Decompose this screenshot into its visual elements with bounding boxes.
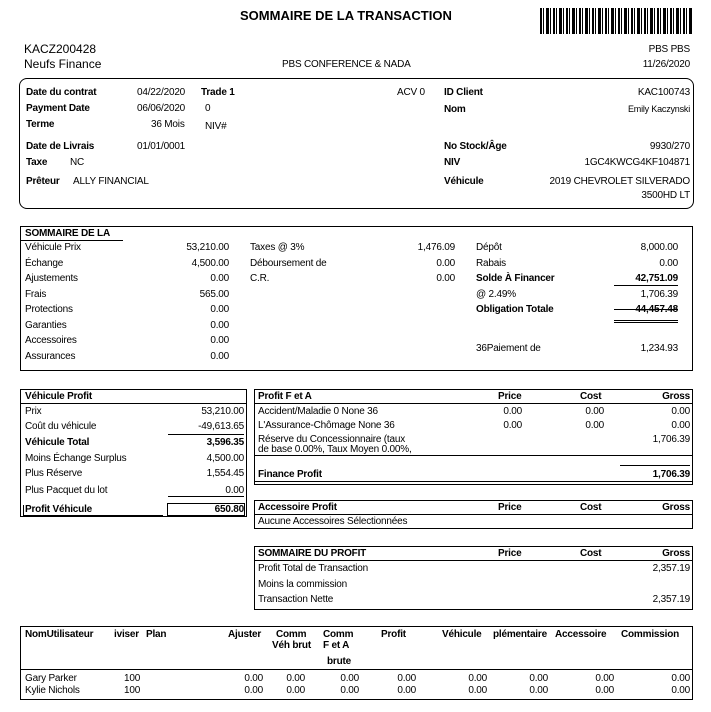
summary-value: 0.00 [436, 273, 455, 284]
term-value: 36 Mois [151, 119, 185, 130]
vin-label: NIV [444, 157, 461, 168]
delivery-date-label: Date de Livrais [26, 141, 95, 152]
fi-col-price: Price [498, 391, 522, 402]
summary-label: Échange [25, 257, 64, 269]
lender-label: Prêteur [26, 176, 60, 187]
customer-name: Emily Kaczynski [627, 104, 690, 114]
acc-col-gross: Gross [662, 502, 690, 513]
summary-label: @ 2.49% [476, 288, 516, 300]
vehicle-profit-value: 0.00 [225, 485, 244, 496]
user-comm-fi: 0.00 [340, 673, 359, 684]
ps-col-price: Price [498, 548, 522, 559]
fi-row-label: Accident/Maladie 0 None 36 [258, 406, 378, 417]
client-id-label: ID Client [444, 87, 483, 98]
summary-value: 42,751.09 [635, 273, 678, 284]
user-adjust: 0.00 [244, 673, 263, 684]
no-accessories-text: Aucune Accessoires Sélectionnées [258, 516, 408, 527]
user-accessory: 0.00 [595, 673, 614, 684]
vehicle-profit-label: Prix [25, 406, 42, 417]
summary-label: Frais [25, 288, 47, 300]
user-vehicle: 0.00 [468, 685, 487, 696]
vehicle-profit-value: 1,554.45 [206, 468, 244, 479]
vehicle-profit-label: Plus Réserve [25, 468, 83, 479]
vehicle-profit-label: Profit Véhicule [25, 504, 93, 515]
contract-date: 04/22/2020 [137, 87, 186, 98]
summary-label: Obligation Totale [476, 304, 554, 315]
profit-summary-label: Transaction Nette [258, 594, 334, 605]
page-title: SOMMAIRE DE LA TRANSACTION [240, 8, 452, 23]
summary-value: 565.00 [199, 288, 229, 300]
vehicle-desc-line2: 3500HD LT [641, 190, 690, 201]
trade-vin-label: NIV# [205, 121, 227, 132]
payment-amount: 1,234.93 [640, 343, 678, 354]
accessory-profit-heading: Accessoire Profit [258, 502, 337, 513]
fi-row-price: 0.00 [503, 420, 522, 431]
profit-summary-value: 2,357.19 [652, 563, 690, 574]
summary-value: 53,210.00 [186, 242, 229, 253]
vehicle-profit-value: 53,210.00 [201, 406, 244, 417]
col-comm-veh-2: Véh brut [272, 640, 311, 651]
vin: 1GC4KWCG4KF104871 [584, 157, 690, 168]
summary-label: Dépôt [476, 242, 502, 253]
ps-col-cost: Cost [580, 548, 602, 559]
payment-label: 36Paiement de [476, 343, 541, 354]
summary-heading: SOMMAIRE DE LA [25, 228, 110, 239]
user-plan: 100 [124, 685, 141, 696]
col-commission: Commission [621, 629, 680, 640]
user-commission: 0.00 [671, 673, 690, 684]
summary-label: Garanties [25, 319, 67, 331]
user-comm-fi: 0.00 [340, 685, 359, 696]
summary-value: 0.00 [210, 335, 229, 346]
user-supp: 0.00 [529, 685, 548, 696]
user-name: Gary Parker [25, 673, 77, 684]
fi-col-cost: Cost [580, 391, 602, 402]
store-code: PBS PBS [648, 44, 690, 55]
vehicle-profit-heading: Véhicule Profit [25, 391, 93, 402]
event-name: PBS CONFERENCE & NADA [282, 59, 411, 70]
col-user: NomUtilisateur [25, 629, 94, 640]
summary-label: Protections [25, 304, 73, 315]
col-comm-fi-3: brute [327, 656, 352, 667]
contract-date-label: Date du contrat [26, 87, 97, 98]
payment-date: 06/06/2020 [137, 103, 186, 114]
summary-value: 8,000.00 [640, 242, 678, 253]
profit-summary-value: 2,357.19 [652, 594, 690, 605]
user-accessory: 0.00 [595, 685, 614, 696]
fi-row-price: 0.00 [503, 406, 522, 417]
vehicle-label: Véhicule [444, 176, 484, 187]
vehicle-profit-value: 650.80 [214, 504, 244, 515]
fi-profit-heading: Profit F et A [258, 391, 312, 402]
summary-label: Ajustements [25, 273, 78, 284]
vehicle-profit-label: Véhicule Total [25, 437, 90, 448]
summary-value: 0.00 [659, 257, 678, 269]
col-accessory: Accessoire [555, 629, 607, 640]
report-date: 11/26/2020 [642, 59, 690, 70]
ps-col-gross: Gross [662, 548, 690, 559]
summary-value: 0.00 [436, 257, 455, 269]
col-plan: Plan [146, 629, 167, 640]
user-comm-veh: 0.00 [286, 673, 305, 684]
summary-value: 44,457.48 [635, 304, 678, 315]
summary-label: Rabais [476, 257, 506, 269]
summary-label: C.R. [250, 273, 270, 284]
col-comm-fi-2: F et A [323, 640, 350, 651]
stock-age: 9930/270 [649, 141, 690, 152]
user-name: Kylie Nichols [25, 685, 80, 696]
user-profit: 0.00 [397, 673, 416, 684]
fi-row-gross: 0.00 [671, 406, 690, 417]
acc-col-price: Price [498, 502, 522, 513]
summary-value: 0.00 [210, 273, 229, 284]
finance-profit-value: 1,706.39 [652, 469, 690, 480]
customer-name-label: Nom [444, 104, 466, 115]
acv-value: ACV 0 [397, 87, 425, 98]
barcode [540, 8, 692, 34]
summary-value: 0.00 [210, 304, 229, 315]
vehicle-desc-line1: 2019 CHEVROLET SILVERADO [549, 176, 690, 187]
deal-number: KACZ200428 [24, 42, 97, 56]
acc-col-cost: Cost [580, 502, 602, 513]
user-supp: 0.00 [529, 673, 548, 684]
tax-value: NC [70, 157, 85, 168]
user-adjust: 0.00 [244, 685, 263, 696]
stock-age-label: No Stock/Âge [444, 141, 507, 152]
vehicle-profit-label: Coût du véhicule [25, 421, 97, 432]
payment-value: 0 [205, 103, 211, 114]
reserve-label-2: de base 0.00%, Taux Moyen 0.00%, [258, 444, 412, 455]
summary-label: Solde À Financer [476, 273, 555, 284]
profit-summary-label: Profit Total de Transaction [258, 563, 369, 574]
transaction-summary-box [20, 226, 693, 371]
summary-label: Déboursement de [250, 257, 327, 269]
fi-row-cost: 0.00 [585, 406, 604, 417]
summary-label: Accessoires [25, 335, 77, 346]
reserve-label-1: Réserve du Concessionnaire (taux [258, 434, 406, 445]
fi-col-gross: Gross [662, 391, 690, 402]
user-commission: 0.00 [671, 685, 690, 696]
term-label: Terme [26, 119, 55, 130]
col-profit: Profit [381, 629, 406, 640]
summary-label: Taxes @ 3% [250, 242, 305, 253]
col-comm-veh-1: Comm [276, 629, 307, 640]
lender-value: ALLY FINANCIAL [73, 176, 149, 187]
summary-label: Véhicule Prix [25, 242, 81, 253]
summary-value: 0.00 [210, 319, 229, 331]
vehicle-profit-value: 3,596.35 [206, 437, 244, 448]
payment-date-label: Payment Date [26, 103, 90, 114]
user-vehicle: 0.00 [468, 673, 487, 684]
summary-label: Assurances [25, 350, 76, 362]
tax-label: Taxe [26, 157, 48, 168]
user-comm-veh: 0.00 [286, 685, 305, 696]
vehicle-profit-value: 4,500.00 [206, 453, 244, 464]
summary-value: 1,706.39 [640, 288, 678, 300]
client-id: KAC100743 [637, 87, 690, 98]
fi-row-cost: 0.00 [585, 420, 604, 431]
col-vehicle: Véhicule [442, 629, 482, 640]
vehicle-profit-value: -49,613.65 [198, 421, 244, 432]
trade-label: Trade 1 [201, 87, 235, 98]
summary-value: 1,476.09 [417, 242, 455, 253]
col-adviser: iviser [114, 629, 139, 640]
department: Neufs Finance [24, 57, 102, 71]
fi-row-gross: 0.00 [671, 420, 690, 431]
vehicle-profit-label: Moins Échange Surplus [25, 453, 127, 464]
summary-value: 0.00 [210, 350, 229, 362]
col-adjust: Ajuster [228, 629, 262, 640]
col-supp: plémentaire [493, 629, 547, 640]
profit-summary-label: Moins la commission [258, 578, 348, 590]
deal-info-box [19, 78, 694, 209]
user-plan: 100 [124, 673, 141, 684]
col-comm-fi-1: Comm [323, 629, 354, 640]
fi-row-label: L'Assurance-Chômage None 36 [258, 420, 395, 431]
summary-value: 4,500.00 [191, 257, 229, 269]
reserve-value: 1,706.39 [652, 434, 690, 445]
user-profit: 0.00 [397, 685, 416, 696]
vehicle-profit-label: Plus Pacquet du lot [25, 485, 108, 496]
delivery-date: 01/01/0001 [137, 141, 186, 152]
finance-profit-label: Finance Profit [258, 469, 322, 480]
profit-summary-heading: SOMMAIRE DU PROFIT [258, 548, 367, 559]
